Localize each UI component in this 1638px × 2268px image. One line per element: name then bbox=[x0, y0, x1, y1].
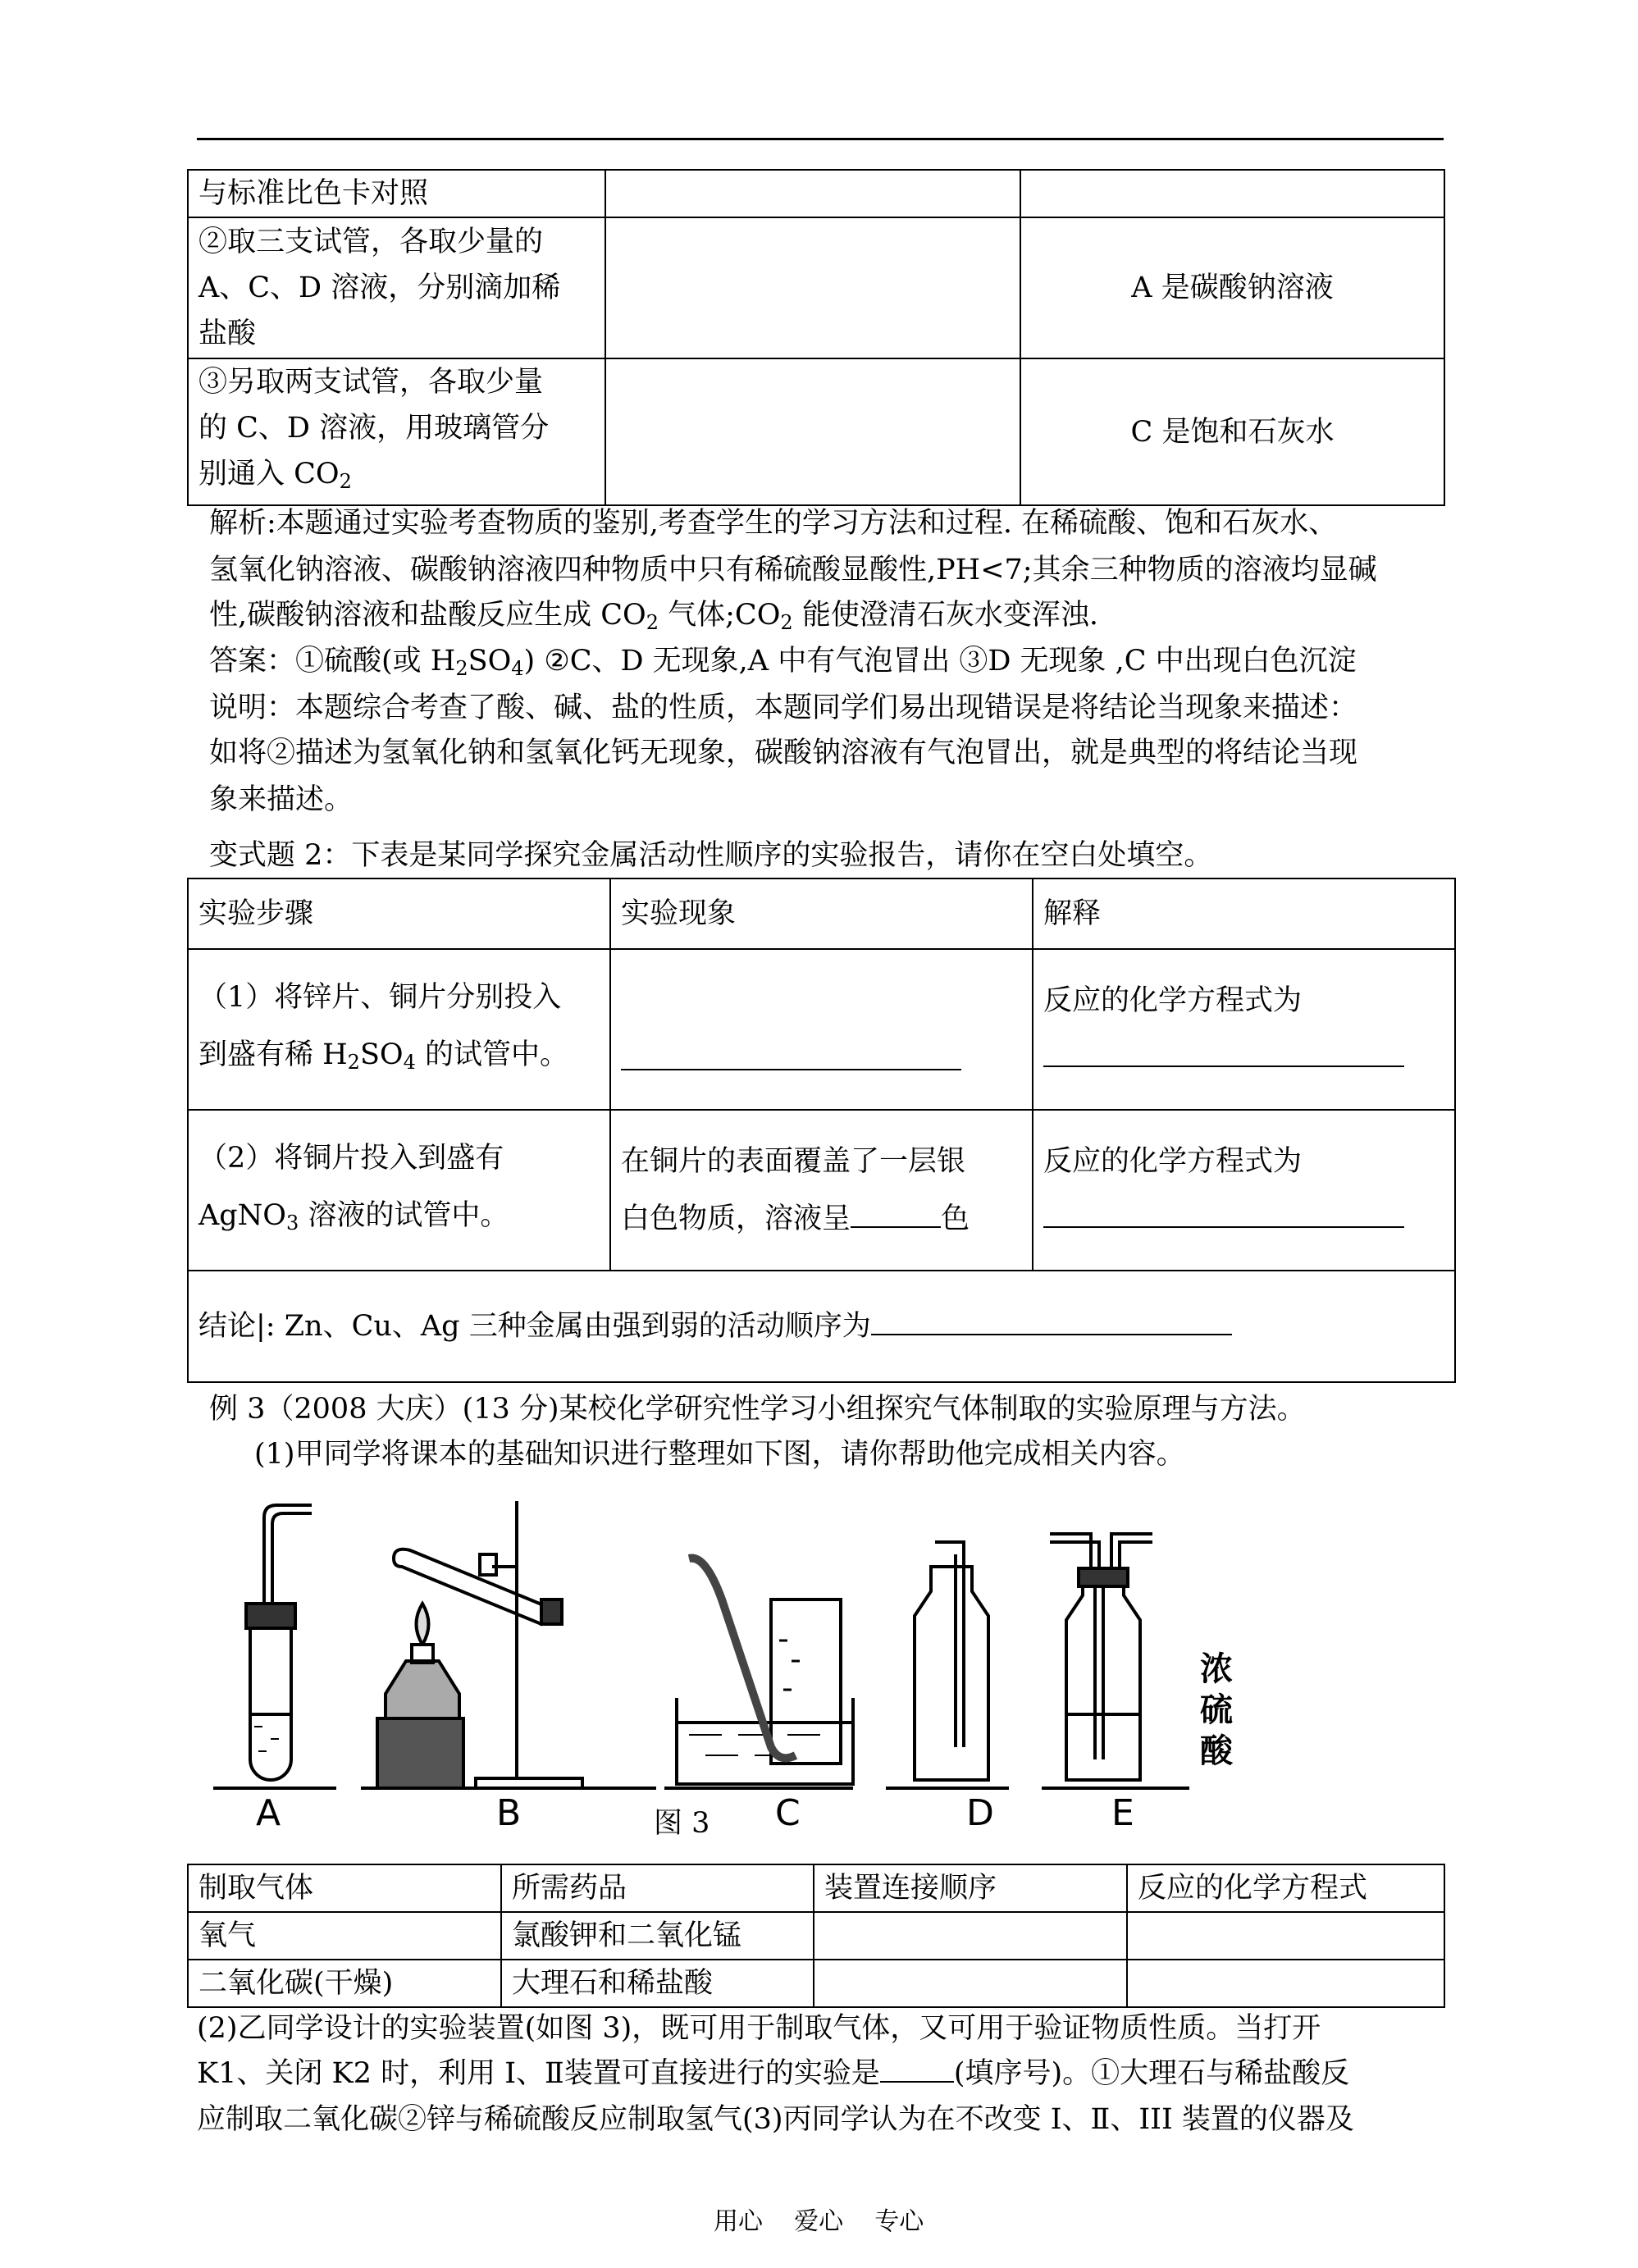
answer-blank[interactable] bbox=[621, 1044, 961, 1070]
apparatus-a bbox=[246, 1505, 312, 1780]
table-row bbox=[188, 1110, 1455, 1271]
example3-q1: (1)甲同学将课本的基础知识进行整理如下图，请你帮助他完成相关内容。 bbox=[254, 1438, 1185, 1471]
note-line-3: 象来描述。 bbox=[209, 783, 354, 816]
order-cell[interactable] bbox=[814, 1960, 1127, 2007]
conclusion-row bbox=[188, 1271, 1455, 1382]
phenomenon-cell bbox=[605, 358, 1020, 505]
explain-cell: 反应的化学方程式为 bbox=[1033, 949, 1455, 1110]
table-row bbox=[188, 170, 1444, 217]
apparatus-c bbox=[677, 1558, 853, 1784]
conclusion-cell bbox=[1020, 170, 1444, 217]
explain-cell: 反应的化学方程式为 bbox=[1033, 1110, 1455, 1271]
header-gas: 制取气体 bbox=[188, 1864, 501, 1912]
label-b: B bbox=[496, 1792, 522, 1834]
conclusion-cell: 结论|: Zn、Cu、Ag 三种金属由强到弱的活动顺序为 bbox=[188, 1271, 1455, 1382]
conclusion-cell: A 是碳酸钠溶液 bbox=[1020, 217, 1444, 358]
q2-line-2: K1、关闭 K2 时，利用 I、Ⅱ装置可直接进行的实验是 (填序号)。①大理石与稀盐酸反 bbox=[197, 2057, 1350, 2090]
q2-line-3: 应制取二氧化碳②锌与稀硫酸反应制取氢气(3)丙同学认为在不改变 I、Ⅱ、III 装置的仪器及 bbox=[197, 2103, 1354, 2136]
answer-line: 答案：①硫酸(或 $H_2SO_4$) ②C、D 无现象,A 中有气泡冒出 ③D 无现象 ,C 中出现白色沉淀 bbox=[209, 645, 1357, 680]
analysis-line-1: 解析:本题通过实验考查物质的鉴别,考查学生的学习方法和过程. 在稀硫酸、饱和石灰水、 bbox=[209, 507, 1338, 540]
analysis-line-2: 氢氧化钠溶液、碳酸钠溶液四种物质中只有稀硫酸显酸性,PH<7;其余三种物质的溶液均显碱 bbox=[209, 554, 1377, 586]
footer: 用心 爱心 专心 bbox=[714, 2207, 924, 2236]
label-a: A bbox=[256, 1792, 281, 1834]
header-rule bbox=[197, 138, 1444, 140]
example3-title: 例 3（2008 大庆）(13 分)某校化学研究性学习小组探究气体制取的实验原理与方法。 bbox=[209, 1393, 1306, 1426]
variant2-intro: 变式题 2：下表是某同学探究金属活动性顺序的实验报告，请你在空白处填空。 bbox=[209, 839, 1213, 872]
color-blank[interactable] bbox=[851, 1202, 941, 1228]
step-cell: 与标准比色卡对照 bbox=[188, 170, 605, 217]
label-d: D bbox=[966, 1792, 994, 1834]
step-cell: （2）将铜片投入到盛有 AgNO$_3$ 溶液的试管中。 bbox=[188, 1110, 610, 1271]
order-cell[interactable] bbox=[814, 1912, 1127, 1960]
note-line-1: 说明：本题综合考查了酸、碱、盐的性质，本题同学们易出现错误是将结论当现象来描述： bbox=[209, 691, 1358, 724]
label-c: C bbox=[775, 1792, 801, 1834]
metal-activity-table bbox=[187, 878, 1456, 1383]
apparatus-figure bbox=[197, 1476, 1247, 1829]
order-blank[interactable] bbox=[871, 1309, 1232, 1335]
header-explain: 解释 bbox=[1033, 878, 1455, 949]
header-order: 装置连接顺序 bbox=[814, 1864, 1127, 1912]
apparatus-e bbox=[1050, 1534, 1152, 1780]
identification-table bbox=[187, 169, 1445, 506]
conclusion-cell: C 是饱和石灰水 bbox=[1020, 358, 1444, 505]
phenomenon-cell bbox=[605, 217, 1020, 358]
header-equation: 反应的化学方程式 bbox=[1127, 1864, 1444, 1912]
table-header-row bbox=[188, 878, 1455, 949]
acid-label: 浓 硫 酸 bbox=[1200, 1650, 1233, 1770]
table-row: 氧气 氯酸钾和二氧化锰 bbox=[188, 1912, 1444, 1960]
q2-line-1: (2)乙同学设计的实验装置(如图 3)，既可用于制取气体，又可用于验证物质性质。当打开 bbox=[197, 2012, 1321, 2045]
phenomenon-cell bbox=[610, 949, 1033, 1110]
equation-cell[interactable] bbox=[1127, 1960, 1444, 2007]
table-row bbox=[188, 949, 1455, 1110]
q2-blank[interactable] bbox=[880, 2056, 954, 2083]
step-cell: ②取三支试管，各取少量的 A、C、D 溶液，分别滴加稀 盐酸 bbox=[188, 217, 605, 358]
step-cell: ③另取两支试管，各取少量 的 C、D 溶液，用玻璃管分 别通入 $CO_2$ bbox=[188, 358, 605, 505]
apparatus-b bbox=[377, 1501, 582, 1788]
table-header-row bbox=[188, 1864, 1444, 1912]
header-reagents: 所需药品 bbox=[501, 1864, 814, 1912]
figure-caption: 图 3 bbox=[654, 1807, 710, 1840]
equation-cell[interactable] bbox=[1127, 1912, 1444, 1960]
equation-blank[interactable] bbox=[1043, 1202, 1404, 1228]
gas-prep-table bbox=[187, 1864, 1445, 2008]
table-row: 二氧化碳(干燥) 大理石和稀盐酸 bbox=[188, 1960, 1444, 2007]
header-step: 实验步骤 bbox=[188, 878, 610, 949]
table-row bbox=[188, 217, 1444, 358]
analysis-line-3: 性,碳酸钠溶液和盐酸反应生成 $CO_2$ 气体$;CO_2$ 能使澄清石灰水变浑浊. bbox=[209, 599, 1098, 634]
phenomenon-cell: 在铜片的表面覆盖了一层银 白色物质，溶液呈 色 bbox=[610, 1110, 1033, 1271]
step-cell: （1）将锌片、铜片分别投入 到盛有稀 $H_2SO_4$ 的试管中。 bbox=[188, 949, 610, 1110]
note-line-2: 如将②描述为氢氧化钠和氢氧化钙无现象，碳酸钠溶液有气泡冒出，就是典型的将结论当现 bbox=[209, 737, 1358, 769]
equation-blank[interactable] bbox=[1043, 1041, 1404, 1067]
apparatus-d bbox=[915, 1542, 988, 1780]
table-row bbox=[188, 358, 1444, 505]
header-phenomenon: 实验现象 bbox=[610, 878, 1033, 949]
phenomenon-cell bbox=[605, 170, 1020, 217]
label-e: E bbox=[1111, 1792, 1134, 1834]
